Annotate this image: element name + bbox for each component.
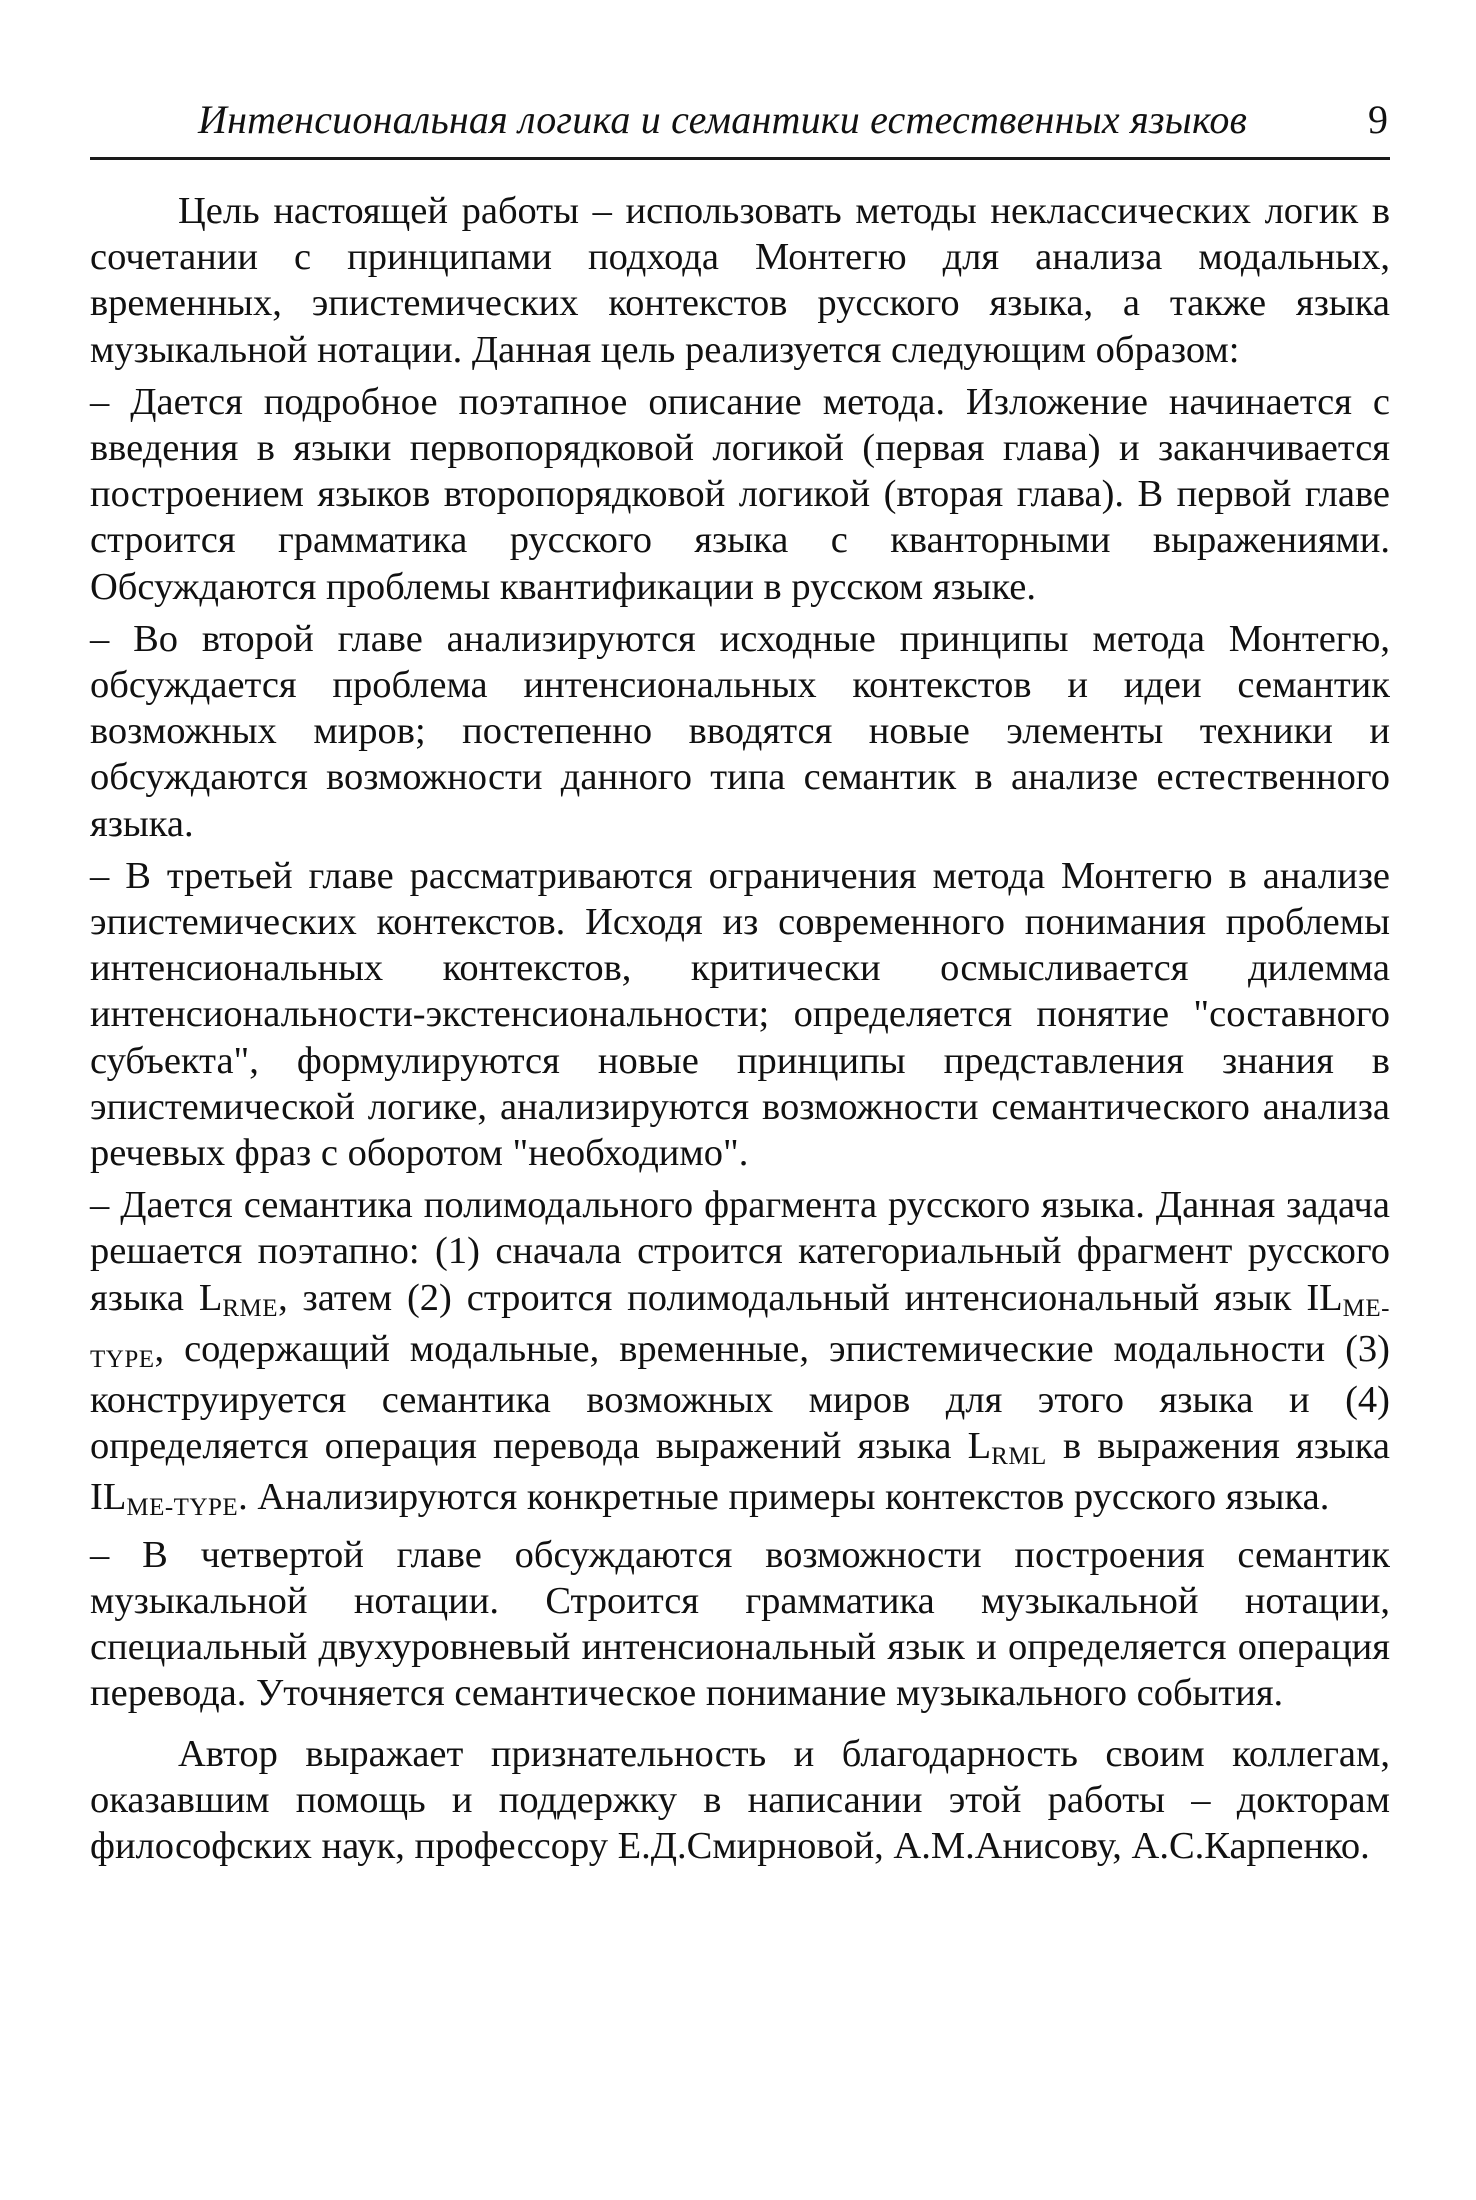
paragraph-chapter-2: – Во второй главе анализируются исходные принципы метода Монтегю, обсуждается проблема интенсиональных контекстов и идеи семантик возможных миров; постепенно вводятся новые элементы техники и обсуждаются возможности данного типа семантик в анализе естественного языка.	[90, 617, 1390, 845]
paragraph-chapter-3: – В третьей главе рассматриваются ограничения метода Монтегю в анализе эпистемических контекстов. Исходя из современного понимания проблемы интенсиональных контекстов, критически осмысливается дилемма интенсиональности-экстенсиональности; определяется понятие "составного субъекта", формулируются новые принципы представления знания в эпистемической логике, анализируются возможности семантического анализа речевых фраз с оборотом "необходимо".	[90, 854, 1390, 1175]
book-page	[90, 95, 1390, 1869]
subscript: RME	[222, 1294, 279, 1322]
text-run: в выражения языка IL	[90, 1425, 1391, 1519]
paragraph-acknowledgements: Автор выражает признательность и благодарность своим коллегам, оказавшим помощь и поддержку в написании этой работы – докторам философских наук, профессору Е.Д.Смирновой, А.М.Анисову, А.С.Карпенко.	[90, 1732, 1390, 1867]
paragraph-chapter-1: – Дается подробное поэтапное описание метода. Изложение начинается с введения в языки первопорядковой логикой (первая глава) и заканчивается построением языков второпорядковой логикой (вторая глава). В первой главе строится грамматика русского языка с кванторными выражениями. Обсуждаются проблемы квантификации в русском языке.	[90, 380, 1390, 608]
running-title: Интенсиональная логика и семантики естественных языков	[198, 97, 1248, 142]
text-run: . Анализируются конкретные примеры контекстов русского языка.	[238, 1476, 1330, 1519]
text-run: – Дается семантика полимодального фрагмента русского языка. Данная задача решается поэтапно: (1) сначала строится категориальный фрагмент русского языка L	[90, 1184, 1390, 1319]
paragraph-goal: Цель настоящей работы – использовать методы неклассических логик в сочетании с принципами подхода Монтегю для анализа модальных, временных, эпистемических контекстов русского языка, а также языка музыкальной нотации. Данная цель реализуется следующим образом:	[90, 190, 1390, 371]
body-text	[90, 188, 1390, 1869]
subscript: RML	[991, 1443, 1047, 1471]
paragraph-chapter-4: – В четвертой главе обсуждаются возможности построения семантик музыкальной нотации. Строится грамматика музыкальной нотации, специальный двухуровневый интенсиональный язык и определяется операция перевода. Уточняется семантическое понимание музыкального события.	[90, 1533, 1390, 1715]
subscript: ME-TYPE	[126, 1494, 239, 1522]
text-run: , затем (2) строится полимодальный интенсиональный язык IL	[278, 1276, 1343, 1319]
paragraph-polymodal-fragment	[90, 1182, 1390, 1525]
page-header	[90, 95, 1390, 160]
text-run: , содержащий модальные, временные, эпистемические модальности (3) конструируется семантика возможных миров для этого языка и (4) определяется операция перевода выражений языка L	[90, 1327, 1390, 1468]
subscript: ME-TYPE	[90, 1294, 1390, 1373]
page-number: 9	[1368, 97, 1388, 142]
